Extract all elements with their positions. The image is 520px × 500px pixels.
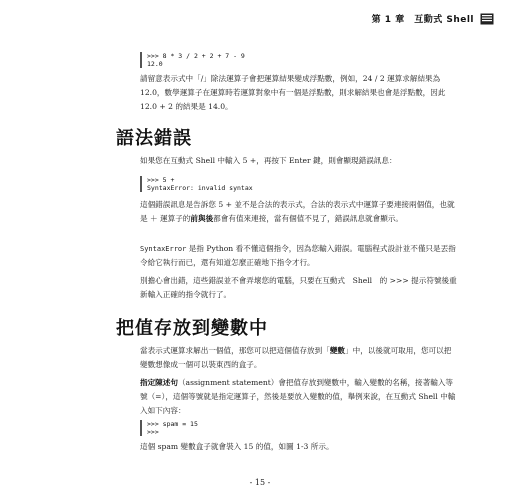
code-line: SyntaxError: invalid syntax: [147, 184, 253, 192]
code-line: >>> spam = 15: [147, 420, 198, 428]
paragraph-spam-box: 這個 spam 變數盒子就會裝入 15 的值，如圖 1-3 所示。: [140, 442, 334, 451]
emphasis-text: 前與後: [190, 214, 214, 223]
paragraph-variables-intro: 當表示式運算求解出一個值，那您可以把這個值存放到「變數」中，以後就可取用，您可以把變數想像成一個可以裝東西的盒子。: [140, 346, 452, 369]
code-line: >>> 5 +: [147, 176, 175, 184]
inline-code: SyntaxError: [140, 245, 187, 253]
code-line: >>> 8 * 3 / 2 + 2 + 7 - 9: [147, 52, 245, 60]
paragraph-syntaxerror-meaning: SyntaxError 是指 Python 看不懂這個指令，因為您輸入錯誤。電腦程式設計並不僅只是丟指令給它執行而已，還有知道怎麼正確地下指令才行。: [140, 244, 456, 267]
paragraph-dont-worry: 別擔心會出錯，這些錯誤並不會弄壞您的電腦，只要在互動式 Shell 的 >>> 提示符號後重新輸入正確的指令就行了。: [140, 276, 457, 299]
page-number: - 15 -: [249, 478, 271, 487]
running-header: [372, 12, 494, 25]
code-block-syntax-error: [140, 176, 465, 192]
paragraph-syntax-explanation: 這個錯誤訊息是告訴您 5 + 並不是合法的表示式，合法的表示式中運算子要連接兩個值，也就是 ＋ 運算子的前與後都會有值來連接，當有個值不見了，錯誤訊息就會顯示。: [140, 200, 455, 223]
emphasis-text: 指定陳述句: [140, 378, 178, 387]
paragraph-syntax-intro: 如果您在互動式 Shell 中輸入 5 +，再按下 Enter 鍵，則會顯現錯誤訊息：: [140, 156, 397, 165]
paragraph-division-note: 請留意表示式中「/」除法運算子會把運算結果變成浮點數，例如，24 / 2 運算求解結果為 12.0，數學運算子在運算時若運算對象中有一個是浮點數，則求解結果也會是浮點數，因此 12.0 + 2 的結果是 14.0。: [140, 74, 446, 111]
notebook-icon: [480, 13, 494, 25]
chapter-title: 第 1 章 互動式 Shell: [371, 15, 474, 25]
code-line: >>>: [147, 428, 159, 436]
code-block-division: [140, 52, 465, 68]
code-block-assignment: [140, 420, 465, 436]
emphasis-text: 變數: [329, 346, 346, 355]
code-line: 12.0: [147, 60, 163, 68]
paragraph-assignment-statement: 指定陳述句（assignment statement）會把值存放到變數中，輸入變數的名稱，接著輸入等號（=），這個等號就是指定運算子，然後是要放入變數的值，舉例來說，在互動式 Shell 中輸入如下內容：: [140, 378, 456, 415]
section-heading-variables: 把值存放到變數中: [116, 318, 268, 339]
section-heading-syntax-error: 語法錯誤: [116, 128, 192, 149]
